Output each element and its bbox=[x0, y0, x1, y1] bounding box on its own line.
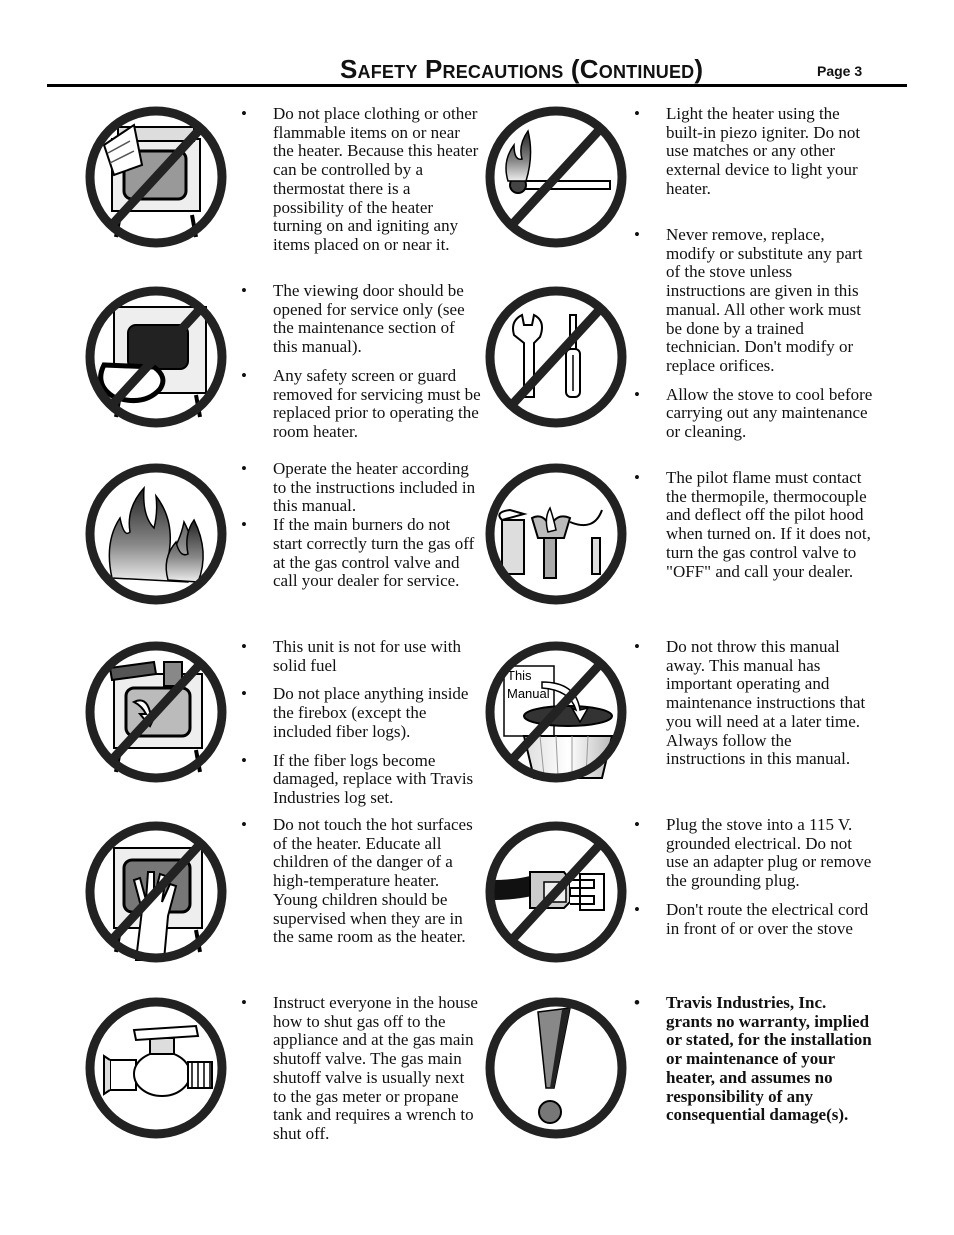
no-touch-hot-surface-icon bbox=[84, 820, 228, 964]
flame-icon bbox=[84, 462, 228, 606]
list-item: • If the fiber logs become damaged, replace with Travis Industries log set. bbox=[241, 752, 481, 808]
list-item: • The viewing door should be opened for service only (see the maintenance section of this manual). bbox=[241, 282, 481, 357]
manual-label-this: This bbox=[507, 668, 532, 683]
bullet-list bbox=[634, 226, 874, 442]
list-item: • Plug the stove into a 115 V. grounded electrical. Do not use an adapter plug or remove the grounding plug. bbox=[634, 816, 874, 891]
no-discard-manual-icon bbox=[484, 640, 628, 784]
list-item: • Allow the stove to cool before carrying out any maintenance or cleaning. bbox=[634, 386, 874, 442]
page-title: Safety Precautions (Continued) bbox=[340, 54, 704, 84]
pilot-thermocouple-icon bbox=[484, 462, 628, 606]
no-open-door-icon bbox=[84, 285, 228, 429]
disclaimer-list bbox=[634, 994, 874, 1125]
bullet-list bbox=[241, 638, 481, 808]
list-item: • Travis Industries, Inc. grants no warranty, implied or stated, for the installation or maintenance of your heater, and assumes no responsibility of any consequential damage(s). bbox=[634, 994, 874, 1125]
gas-shutoff-valve-icon bbox=[84, 996, 228, 1140]
manual-label-manual: Manual bbox=[507, 686, 550, 701]
list-item: • Light the heater using the built-in piezo igniter. Do not use matches or any other external device to light your heater. bbox=[634, 105, 874, 199]
bullet-list bbox=[634, 105, 874, 199]
bullet-list bbox=[634, 816, 874, 938]
no-tools-modify-icon bbox=[484, 285, 628, 429]
bullet-list bbox=[241, 282, 481, 442]
bullet-list bbox=[634, 469, 874, 581]
list-item: • Never remove, replace, modify or substitute any part of the stove unless instructions are given in this manual. All other work must be done by a trained technician. Don't modify or replace orifices. bbox=[634, 226, 874, 376]
page-number: Page 3 bbox=[817, 63, 863, 79]
bullet-list bbox=[241, 816, 481, 947]
list-item: • This unit is not for use with solid fuel bbox=[241, 638, 481, 675]
list-item: • Do not place anything inside the firebox (except the included fiber logs). bbox=[241, 685, 481, 741]
bullet-list bbox=[241, 994, 481, 1144]
exclamation-warning-icon bbox=[484, 996, 628, 1140]
list-item: • If the main burners do not start correctly turn the gas off at the gas control valve and call your dealer for service. bbox=[241, 516, 481, 591]
list-item: • Don't route the electrical cord in front of or over the stove bbox=[634, 901, 874, 938]
list-item: • Do not place clothing or other flammable items on or near the heater. Because this heater can be controlled by a thermostat there is a possibility of the heater turning on and igniting any items placed on or near it. bbox=[241, 105, 481, 255]
no-match-icon bbox=[484, 105, 628, 249]
no-adapter-plug-icon bbox=[484, 820, 628, 964]
no-solid-fuel-icon bbox=[84, 640, 228, 784]
bullet-list bbox=[634, 638, 874, 769]
header-rule bbox=[47, 84, 907, 87]
list-item: • Operate the heater according to the instructions included in this manual. bbox=[241, 460, 481, 516]
list-item: • Instruct everyone in the house how to shut gas off to the appliance and at the gas main shutoff valve. The gas main shutoff valve is usually next to the gas meter or propane tank and requires a wrench to shut off. bbox=[241, 994, 481, 1144]
list-item: • Any safety screen or guard removed for servicing must be replaced prior to operating the room heater. bbox=[241, 367, 481, 442]
list-item: • Do not throw this manual away. This manual has important operating and maintenance instructions that you will need at a later time. Always follow the instructions in this manual. bbox=[634, 638, 874, 769]
list-item: • The pilot flame must contact the thermopile, thermocouple and deflect off the pilot hood when turned on. If it does not, turn the gas control valve to "OFF" and call your dealer. bbox=[634, 469, 874, 581]
bullet-list bbox=[241, 105, 481, 255]
no-clothing-on-heater-icon bbox=[84, 105, 228, 249]
bullet-list bbox=[241, 460, 481, 591]
list-item: • Do not touch the hot surfaces of the heater. Educate all children of the danger of a high-temperature heater. Young children should be supervised when they are in the same room as the heater. bbox=[241, 816, 481, 947]
